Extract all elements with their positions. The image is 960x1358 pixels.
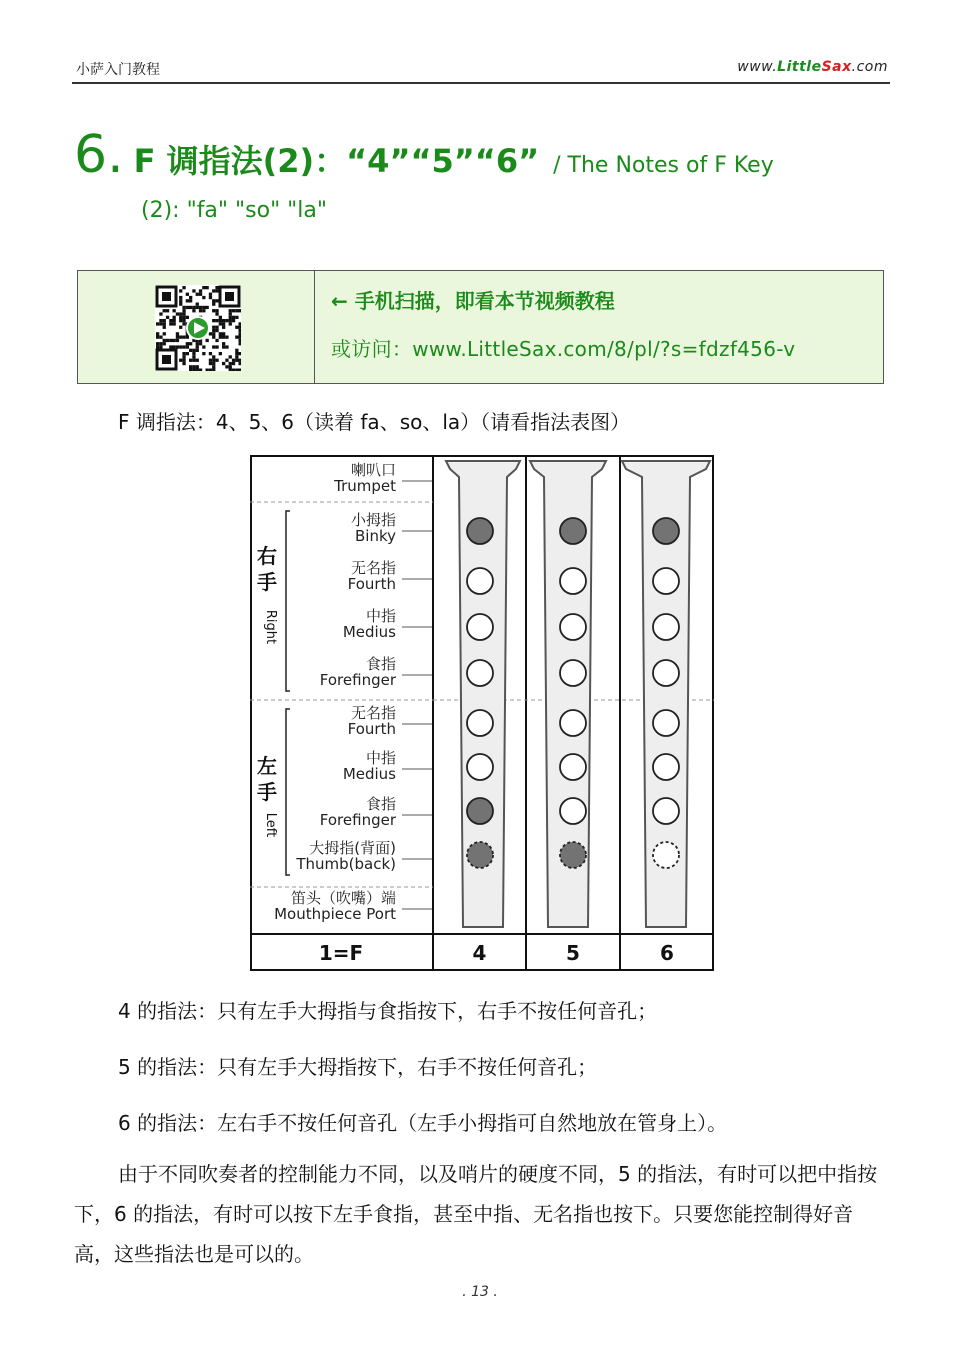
url-prefix: www. [737, 59, 778, 75]
page-number: . 13 . [462, 1284, 498, 1300]
tone-hole-4-4-open [467, 660, 493, 686]
column-note-5: 5 [566, 941, 580, 965]
video-link-panel [77, 270, 884, 384]
row-label-zh: 无名指 [350, 559, 396, 577]
left-hand-zh-2: 手 [257, 780, 277, 804]
tone-hole-5-5-open [560, 710, 586, 736]
tone-hole-5-1-closed [560, 518, 586, 544]
tone-hole-5-2-open [560, 568, 586, 594]
tone-hole-5-3-open [560, 614, 586, 640]
section-title-en: / The Notes of F Key [553, 153, 774, 178]
tone-hole-4-3-open [467, 614, 493, 640]
section-title-zh: F 调指法(2)：“4”“5”“6” [133, 142, 540, 180]
tone-hole-4-5-open [467, 710, 493, 736]
fingering-chart [250, 455, 714, 971]
tone-hole-4-7-closed [467, 798, 493, 824]
intro-text: F 调指法：4、5、6（读着 fa、so、la）（请看指法表图） [118, 410, 631, 434]
header-divider [72, 82, 890, 84]
tone-hole-4-8-closed [467, 842, 493, 868]
explanation-paragraph [74, 1154, 892, 1274]
tone-hole-5-4-open [560, 660, 586, 686]
right-hand-en: Right [263, 609, 278, 645]
tone-hole-5-6-open [560, 754, 586, 780]
tone-hole-6-3-open [653, 614, 679, 640]
row-label-zh: 无名指 [350, 704, 396, 722]
row-label-en: Forefinger [319, 811, 396, 829]
tone-hole-4-6-open [467, 754, 493, 780]
scan-instruction: ← 手机扫描，即看本节视频教程 [331, 289, 615, 313]
column-note-6: 6 [660, 941, 674, 965]
row-label-en: Medius [342, 765, 396, 783]
row-label-en: Mouthpiece Port [274, 905, 396, 923]
url-little: Little [777, 59, 822, 75]
tone-hole-6-7-open [653, 798, 679, 824]
section-title [74, 125, 774, 185]
left-hand-bracket [286, 709, 290, 875]
tone-hole-4-2-open [467, 568, 493, 594]
row-label-zh: 喇叭口 [350, 461, 396, 479]
note-6-fingering: 6 的指法：左右手不按任何音孔（左手小拇指可自然地放在管身上）。 [118, 1111, 728, 1135]
url-sax: Sax [821, 59, 852, 75]
key-label: 1=F [318, 941, 364, 965]
tone-hole-5-7-open [560, 798, 586, 824]
qr-cell [78, 271, 315, 383]
row-label-zh: 大拇指(背面) [309, 839, 396, 857]
tone-hole-6-5-open [653, 710, 679, 736]
row-label-zh: 笛头（吹嘴）端 [290, 889, 396, 907]
tone-hole-6-1-closed [653, 518, 679, 544]
url-suffix: .com [851, 59, 888, 75]
header-book-title: 小萨入门教程 [76, 62, 160, 78]
row-label-en: Fourth [347, 720, 396, 738]
row-label-en: Trumpet [334, 477, 396, 495]
row-label-en: Thumb(back) [296, 855, 396, 873]
tone-hole-6-2-open [653, 568, 679, 594]
tone-hole-6-4-open [653, 660, 679, 686]
left-hand-zh-1: 左 [257, 754, 277, 778]
column-note-4: 4 [472, 941, 487, 965]
qr-code-icon[interactable] [155, 285, 241, 371]
note-5-fingering: 5 的指法：只有左手大拇指按下，右手不按任何音孔； [118, 1055, 598, 1079]
tone-hole-5-8-closed [560, 842, 586, 868]
tone-hole-4-1-closed [467, 518, 493, 544]
row-label-zh: 中指 [365, 607, 396, 625]
left-hand-en: Left [263, 812, 278, 838]
tone-hole-6-6-open [653, 754, 679, 780]
right-hand-zh-1: 右 [257, 544, 277, 568]
explanation-text: 由于不同吹奏者的控制能力不同，以及哨片的硬度不同，5 的指法，有时可以把中指按下，6 的指法，有时可以按下左手食指，甚至中指、无名指也按下。只要您能控制得好音高，这些指法也是可以的。 [74, 1162, 878, 1266]
row-label-zh: 食指 [365, 655, 396, 673]
tone-hole-6-8-open [653, 842, 679, 868]
row-label-en: Binky [355, 527, 396, 545]
note-4-fingering: 4 的指法：只有左手大拇指与食指按下，右手不按任何音孔； [118, 999, 658, 1023]
section-dot: . [107, 125, 124, 185]
section-number: 6 [74, 125, 108, 185]
row-label-zh: 小拇指 [350, 511, 396, 529]
right-hand-bracket [286, 511, 290, 691]
row-label-zh: 中指 [365, 749, 396, 767]
header-website[interactable] [737, 59, 888, 75]
section-title-en-line2: (2): "fa" "so" "la" [141, 198, 328, 223]
row-label-en: Forefinger [319, 671, 396, 689]
right-hand-zh-2: 手 [257, 570, 277, 594]
row-label-en: Medius [342, 623, 396, 641]
row-label-en: Fourth [347, 575, 396, 593]
row-label-zh: 食指 [365, 795, 396, 813]
video-url[interactable]: 或访问：www.LittleSax.com/8/pl/?s=fdzf456-v [331, 337, 796, 361]
